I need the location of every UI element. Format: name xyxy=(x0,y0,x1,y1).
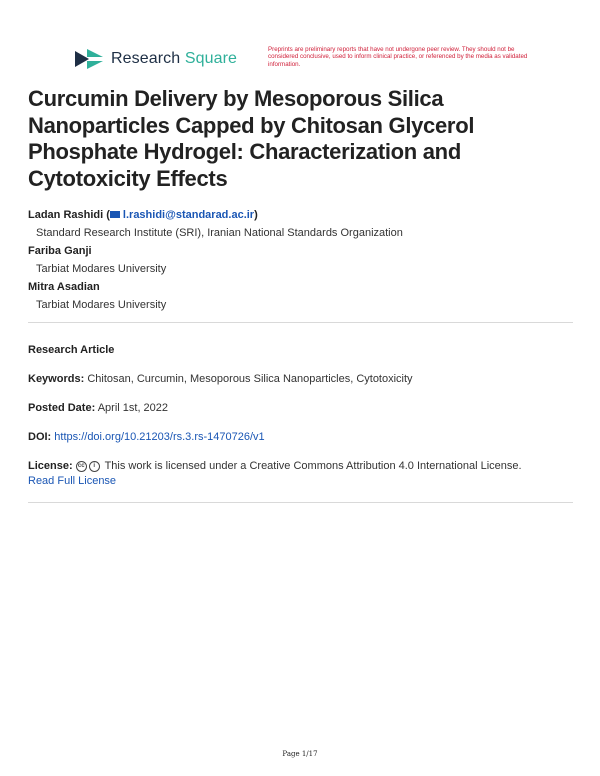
divider xyxy=(28,502,573,503)
cc-icon: cc xyxy=(76,461,87,472)
divider xyxy=(28,322,573,323)
posted-date-value: April 1st, 2022 xyxy=(97,402,169,414)
paper-title: Curcumin Delivery by Mesoporous Silica Nanoparticles Capped by Chitosan Glycerol Phosphate Hydrogel: Characterization and Cytotoxicity Effects xyxy=(28,86,475,191)
doi-link[interactable]: https://doi.org/10.21203/rs.3.rs-1470726/v1 xyxy=(54,431,265,443)
author-affiliation: Standard Research Institute (SRI), Iranian National Standards Organization xyxy=(36,227,403,239)
author-name: Fariba Ganji xyxy=(28,245,92,257)
author-affiliation: Tarbiat Modares University xyxy=(36,263,167,275)
logo-wordmark: Research Square xyxy=(111,50,238,67)
author-name: Mitra Asadian xyxy=(28,281,100,293)
article-type: Research Article xyxy=(28,344,115,356)
author-name: Ladan Rashidi ( l.rashidi@standarad.ac.ir) xyxy=(28,209,258,221)
license-text: This work is licensed under a Creative Commons Attribution 4.0 International License. xyxy=(104,460,522,472)
read-full-license-link[interactable]: Read Full License xyxy=(28,475,117,487)
author-affiliation: Tarbiat Modares University xyxy=(36,299,167,311)
author-email-link[interactable]: l.rashidi@standarad.ac.ir xyxy=(110,209,254,221)
keywords-value: Chitosan, Curcumin, Mesoporous Silica Nanoparticles, Cytotoxicity xyxy=(87,373,413,385)
page-number: Page 1/17 xyxy=(282,750,318,758)
by-icon: i xyxy=(89,461,100,472)
posted-date-line: Posted Date: April 1st, 2022 xyxy=(28,402,169,414)
preprint-disclaimer: Preprints are preliminary reports that have not undergone peer review. They should not be considered conclusive, used to inform clinical practice, or referenced by the media as validated information. xyxy=(268,46,528,68)
license-line: License: cc i This work is licensed under a Creative Commons Attribution 4.0 International License. Read Full License xyxy=(28,460,522,487)
keywords-line: Keywords: Chitosan, Curcumin, Mesoporous Silica Nanoparticles, Cytotoxicity xyxy=(28,373,413,385)
research-square-logo-icon xyxy=(73,47,105,71)
envelope-icon xyxy=(110,211,120,218)
author-list xyxy=(28,206,573,314)
research-square-logo[interactable] xyxy=(73,47,237,71)
doi-line: DOI: https://doi.org/10.21203/rs.3.rs-1470726/v1 xyxy=(28,431,265,443)
